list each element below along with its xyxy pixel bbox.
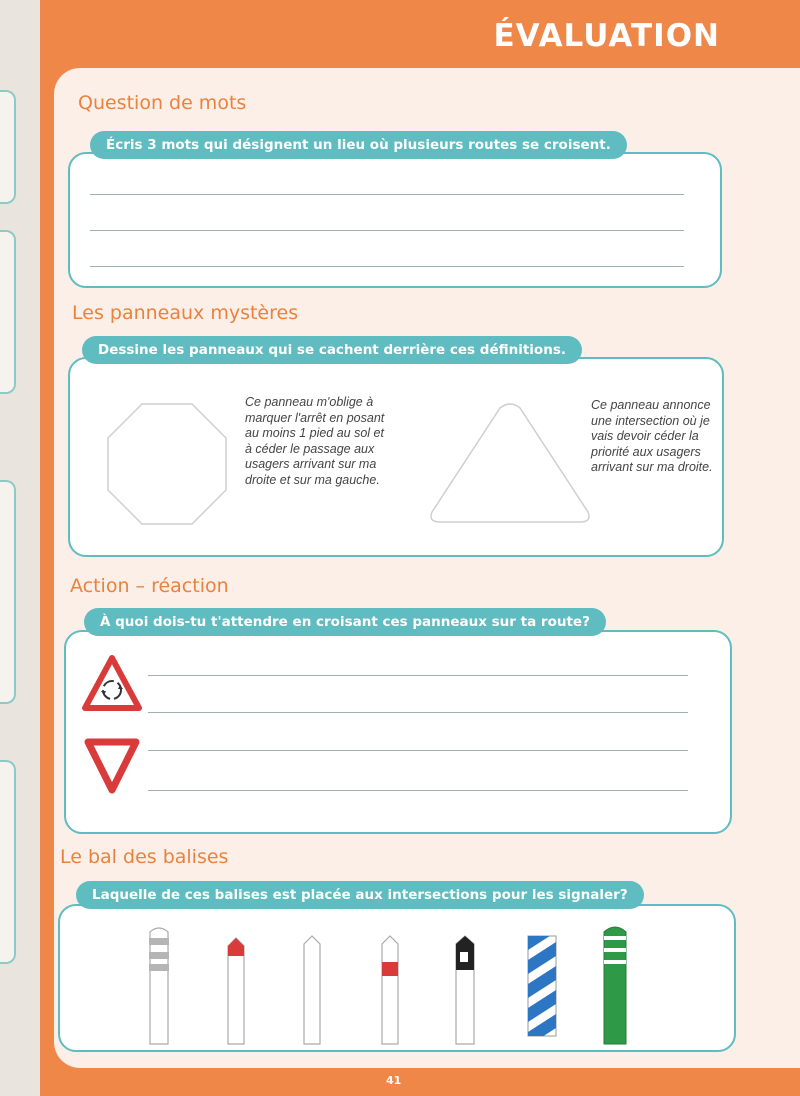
section-title-balises: Le bal des balises [60, 846, 229, 868]
definition-intersection-sign: Ce panneau annonce une intersection où je vais devoir céder la priorité aux usagers arrivant sur ma droite. [591, 398, 713, 474]
red-tip-marker-icon[interactable] [226, 936, 246, 1048]
instruction-balises: Laquelle de ces balises est placée aux intersections pour les signaler? [76, 881, 644, 909]
left-page-box-fragment [0, 230, 16, 394]
triangle-outline-icon [428, 402, 592, 524]
page-title: ÉVALUATION [493, 18, 720, 54]
answer-line[interactable] [148, 750, 688, 751]
blue-stripes-marker-icon[interactable] [524, 932, 560, 1040]
instruction-action: À quoi dois-tu t'attendre en croisant ces panneaux sur ta route? [84, 608, 606, 636]
answer-box-action[interactable] [64, 630, 732, 834]
red-band-marker-icon[interactable] [380, 934, 400, 1048]
answer-line[interactable] [90, 230, 684, 231]
roundabout-warning-sign-icon [82, 655, 142, 713]
grey-bands-marker-icon[interactable] [146, 924, 172, 1048]
instruction-panneaux: Dessine les panneaux qui se cachent derrière ces définitions. [82, 336, 582, 364]
page-number: 41 [386, 1074, 402, 1087]
answer-line[interactable] [148, 712, 688, 713]
workbook-page [40, 0, 800, 1096]
left-page-box-fragment [0, 90, 16, 204]
left-page-box-fragment [0, 480, 16, 704]
section-title-mots: Question de mots [78, 92, 247, 114]
answer-line[interactable] [148, 790, 688, 791]
plain-marker-icon[interactable] [302, 934, 322, 1048]
yield-sign-icon [84, 738, 140, 794]
answer-line[interactable] [90, 194, 684, 195]
octagon-outline-icon [106, 402, 228, 526]
left-page-box-fragment [0, 760, 16, 964]
instruction-mots: Écris 3 mots qui désignent un lieu où plusieurs routes se croisent. [90, 131, 627, 159]
black-square-marker-icon[interactable] [454, 934, 476, 1048]
definition-stop-sign: Ce panneau m'oblige à marquer l'arrêt en posant au moins 1 pied au sol et à céder le passage aux usagers arrivant sur ma droite et sur ma gauche. [245, 395, 385, 487]
answer-box-mots[interactable] [68, 152, 722, 288]
section-title-panneaux: Les panneaux mystères [72, 302, 299, 324]
answer-line[interactable] [90, 266, 684, 267]
section-title-action: Action – réaction [70, 575, 229, 597]
green-marker-icon[interactable] [600, 922, 630, 1048]
answer-line[interactable] [148, 675, 688, 676]
